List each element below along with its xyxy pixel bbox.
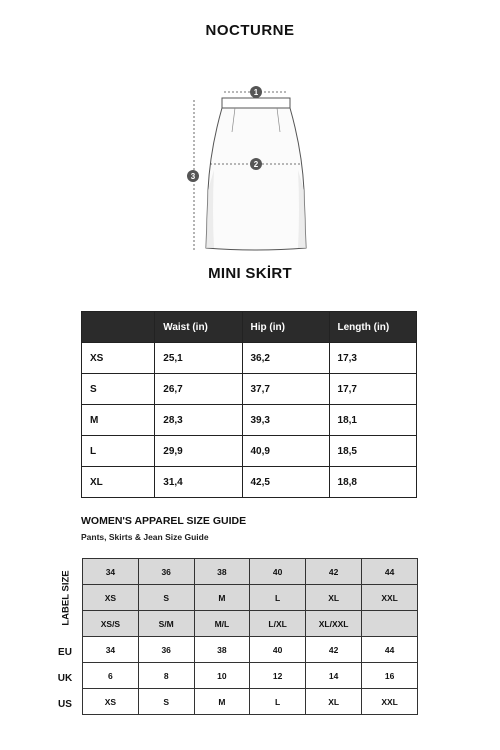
guide-title: WOMEN'S APPAREL SIZE GUIDE	[81, 515, 247, 527]
label-size-heading	[54, 558, 78, 638]
eu-cell: 36	[138, 637, 194, 663]
label-cell: XL	[306, 585, 362, 611]
waist-cell: 25,1	[155, 343, 242, 374]
eu-label: EU	[58, 647, 72, 658]
length-cell: 18,8	[329, 467, 416, 498]
marker-1	[250, 86, 262, 98]
hip-cell: 37,7	[242, 374, 329, 405]
hip-cell: 40,9	[242, 436, 329, 467]
size-cell: S	[82, 374, 155, 405]
hip-cell: 42,5	[242, 467, 329, 498]
size-cell: XS	[82, 343, 155, 374]
size-table-header	[82, 312, 417, 343]
us-row	[83, 689, 418, 715]
label-cell: L/XL	[250, 611, 306, 637]
table-row	[82, 436, 417, 467]
label-cell: L	[250, 585, 306, 611]
waist-cell: 31,4	[155, 467, 242, 498]
header-length: Length (in)	[329, 312, 416, 343]
uk-cell: 6	[83, 663, 139, 689]
header-size	[82, 312, 155, 343]
brand-title: NOCTURNE	[205, 22, 295, 39]
us-cell: XS	[83, 689, 139, 715]
label-cell: 34	[83, 559, 139, 585]
label-cell: XS	[83, 585, 139, 611]
eu-cell: 40	[250, 637, 306, 663]
svg-text:2: 2	[253, 160, 259, 169]
label-cell: 40	[250, 559, 306, 585]
size-cell: XL	[82, 467, 155, 498]
waist-cell: 26,7	[155, 374, 242, 405]
size-guide-table	[82, 558, 418, 715]
svg-text:3: 3	[190, 172, 196, 181]
us-cell: M	[194, 689, 250, 715]
skirt-diagram	[180, 80, 320, 260]
table-row	[83, 611, 418, 637]
label-cell	[362, 611, 418, 637]
uk-cell: 14	[306, 663, 362, 689]
svg-text:1: 1	[253, 88, 259, 97]
label-cell: 42	[306, 559, 362, 585]
size-cell: L	[82, 436, 155, 467]
hip-cell: 39,3	[242, 405, 329, 436]
length-cell: 17,3	[329, 343, 416, 374]
header-waist: Waist (in)	[155, 312, 242, 343]
table-row	[82, 374, 417, 405]
waist-cell: 28,3	[155, 405, 242, 436]
eu-cell: 42	[306, 637, 362, 663]
label-size-text: LABEL SIZE	[60, 570, 72, 626]
label-cell: S	[138, 585, 194, 611]
label-cell: XXL	[362, 585, 418, 611]
label-cell: 38	[194, 559, 250, 585]
eu-row	[83, 637, 418, 663]
eu-cell: 38	[194, 637, 250, 663]
us-cell: XL	[306, 689, 362, 715]
size-cell: M	[82, 405, 155, 436]
uk-cell: 16	[362, 663, 418, 689]
eu-cell: 44	[362, 637, 418, 663]
us-cell: S	[138, 689, 194, 715]
uk-label: UK	[57, 673, 73, 684]
uk-cell: 12	[250, 663, 306, 689]
label-cell: XS/S	[83, 611, 139, 637]
length-cell: 18,1	[329, 405, 416, 436]
hip-cell: 36,2	[242, 343, 329, 374]
table-row	[82, 467, 417, 498]
eu-cell: 34	[83, 637, 139, 663]
uk-row	[83, 663, 418, 689]
size-table	[81, 311, 417, 498]
uk-cell: 8	[138, 663, 194, 689]
length-cell: 18,5	[329, 436, 416, 467]
us-cell: XXL	[362, 689, 418, 715]
header-hip: Hip (in)	[242, 312, 329, 343]
label-cell: S/M	[138, 611, 194, 637]
label-cell: 36	[138, 559, 194, 585]
marker-3	[187, 170, 199, 182]
uk-cell: 10	[194, 663, 250, 689]
us-cell: L	[250, 689, 306, 715]
marker-2	[250, 158, 262, 170]
table-row	[82, 343, 417, 374]
label-cell: XL/XXL	[306, 611, 362, 637]
table-row	[83, 559, 418, 585]
label-cell: 44	[362, 559, 418, 585]
waist-cell: 29,9	[155, 436, 242, 467]
label-cell: M	[194, 585, 250, 611]
product-title: MINI SKİRT	[208, 265, 292, 282]
length-cell: 17,7	[329, 374, 416, 405]
us-label: US	[58, 699, 72, 710]
guide-subtitle: Pants, Skirts & Jean Size Guide	[81, 532, 209, 542]
table-row	[83, 585, 418, 611]
table-row	[82, 405, 417, 436]
label-cell: M/L	[194, 611, 250, 637]
